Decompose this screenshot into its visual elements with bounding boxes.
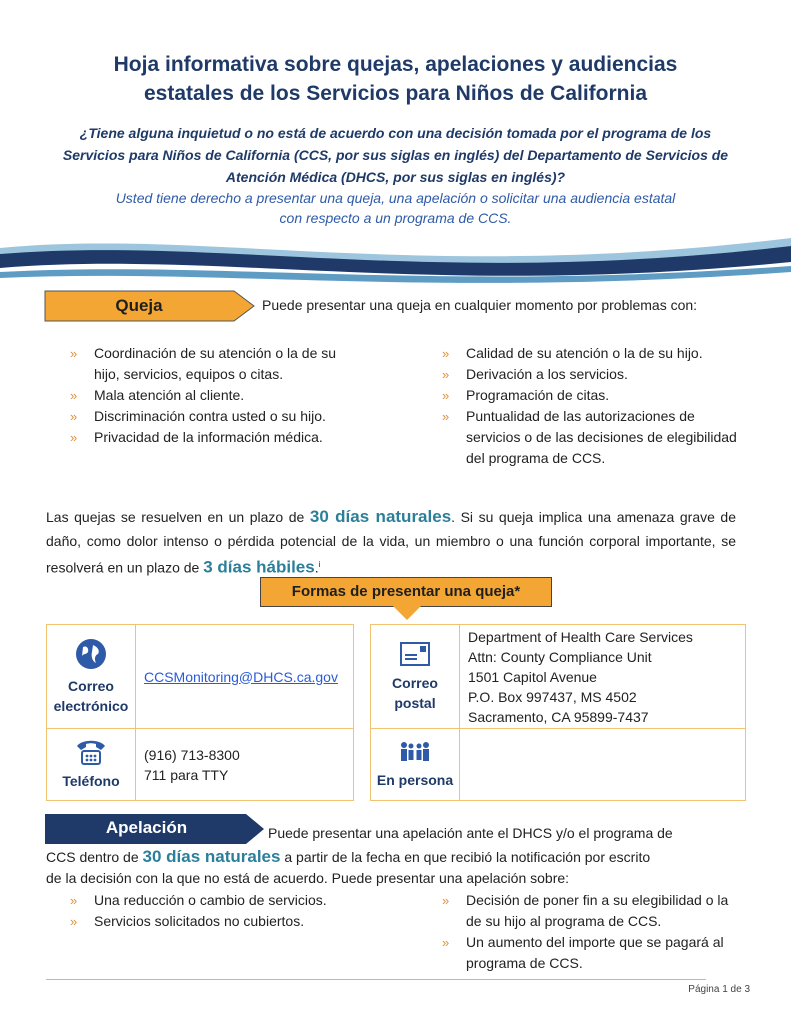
footer-divider bbox=[46, 979, 706, 980]
phone-number: (916) 713-8300 bbox=[144, 746, 240, 763]
rights-block bbox=[30, 188, 761, 228]
email-link[interactable]: CCSMonitoring@DHCS.ca.gov bbox=[144, 668, 338, 685]
list-item: » Mala atención al cliente. bbox=[70, 385, 360, 406]
queja-tag: Queja bbox=[115, 296, 163, 315]
in-person-label-cell: En persona bbox=[371, 729, 460, 801]
address-line: Department of Health Care Services bbox=[468, 629, 693, 645]
chevron-icon: » bbox=[442, 893, 450, 908]
list-item: » Discriminación contra usted o su hijo. bbox=[70, 406, 360, 427]
page-number: Página 1 de 3 bbox=[688, 984, 750, 995]
address-line: Attn: County Compliance Unit bbox=[468, 649, 652, 665]
wave-banner bbox=[0, 228, 791, 288]
address-line: Sacramento, CA 95899-7437 bbox=[468, 709, 649, 725]
address-line: 1501 Capitol Avenue bbox=[468, 669, 597, 685]
question-block bbox=[30, 122, 761, 188]
highlight-3-days: 3 días hábiles bbox=[203, 557, 315, 577]
list-item: » Coordinación de su atención o la de su hijo, servicios, equipos o citas. bbox=[70, 345, 337, 382]
globe-icon bbox=[74, 637, 108, 671]
list-item: » Decisión de poner fin a su elegibilidad o la de su hijo al programa de CCS. bbox=[442, 892, 729, 929]
chevron-icon: » bbox=[70, 346, 78, 361]
rights-line-1: Usted tiene derecho a presentar una queja, una apelación o solicitar una audiencia estatal bbox=[115, 190, 676, 206]
apelacion-tag: Apelación bbox=[105, 818, 188, 837]
apelacion-intro-line3: de la decisión con la que no está de acuerdo. Puede presentar una apelación sobre: bbox=[46, 870, 570, 886]
email-label-cell: Correo electrónico bbox=[47, 625, 136, 729]
chevron-icon: » bbox=[70, 409, 78, 424]
list-item: » Puntualidad de las autorizaciones de servicios o de las decisiones de elegibilidad del programa de CCS. bbox=[442, 408, 737, 466]
rights-line-2: con respecto a un programa de CCS. bbox=[279, 210, 512, 226]
chevron-icon: » bbox=[442, 388, 450, 403]
mail-address-cell bbox=[460, 625, 746, 729]
question-line-1: ¿Tiene alguna inquietud o no está de acuerdo con una decisión tomada por el programa de los bbox=[79, 125, 712, 141]
apelacion-right-list bbox=[442, 890, 742, 974]
contact-table-left bbox=[46, 624, 354, 801]
list-item: » Un aumento del importe que se pagará al programa de CCS. bbox=[442, 934, 724, 971]
title-line-2: estatales de los Servicios para Niños de California bbox=[143, 82, 648, 105]
tty-number: 711 para TTY bbox=[144, 766, 229, 783]
people-icon bbox=[398, 739, 432, 765]
highlight-30-days: 30 días naturales bbox=[309, 507, 452, 526]
contact-table-right bbox=[370, 624, 746, 801]
apelacion-left-list bbox=[70, 890, 370, 932]
email-value-cell bbox=[136, 625, 354, 729]
in-person-value-cell bbox=[460, 729, 746, 801]
list-item: » Derivación a los servicios. bbox=[442, 364, 742, 385]
chevron-icon: » bbox=[442, 346, 450, 361]
phone-label-cell: Teléfono bbox=[47, 729, 136, 801]
phone-value-cell bbox=[136, 729, 354, 801]
title-line-1: Hoja informativa sobre quejas, apelaciones y audiencias bbox=[113, 53, 678, 76]
chevron-icon: » bbox=[442, 367, 450, 382]
mail-label-cell: Correo postal bbox=[371, 625, 460, 729]
apelacion-intro-line1: Puede presentar una apelación ante el DHCS y/o el programa de bbox=[268, 825, 673, 841]
chevron-icon: » bbox=[442, 409, 450, 424]
chevron-icon: » bbox=[70, 388, 78, 403]
forms-heading: Formas de presentar una queja* bbox=[260, 577, 552, 607]
telephone-icon bbox=[74, 738, 108, 766]
resolution-paragraph: Las quejas se resuelven en un plazo de 30 días naturales. Si su queja implica una amenaza grave de daño, como dolor intenso o pérdida potencial de la vida, un miembro o una función corporal importante, se resolverá en un plazo de 3 días hábiles.$^i$ bbox=[46, 507, 737, 577]
list-item: » Servicios solicitados no cubiertos. bbox=[70, 911, 370, 932]
highlight-30-days-appeal: 30 días naturales bbox=[142, 847, 281, 866]
list-item: » Privacidad de la información médica. bbox=[70, 427, 360, 448]
chevron-icon: » bbox=[442, 935, 450, 950]
chevron-icon: » bbox=[70, 430, 78, 445]
question-line-3: Atención Médica (DHCS, por sus siglas en inglés)? bbox=[225, 169, 566, 185]
chevron-icon: » bbox=[70, 893, 78, 908]
queja-left-list bbox=[70, 343, 360, 448]
address-line: P.O. Box 997437, MS 4502 bbox=[468, 689, 637, 705]
envelope-icon bbox=[399, 640, 431, 668]
footnote-marker: i bbox=[318, 560, 321, 569]
list-item: » Calidad de su atención o la de su hijo. bbox=[442, 343, 742, 364]
queja-intro: Puede presentar una queja en cualquier momento por problemas con: bbox=[262, 297, 698, 313]
list-item: » Una reducción o cambio de servicios. bbox=[70, 890, 370, 911]
chevron-icon: » bbox=[70, 914, 78, 929]
queja-right-list bbox=[442, 343, 742, 469]
forms-arrow bbox=[393, 606, 421, 620]
question-line-2: Servicios para Niños de California (CCS, por sus siglas en inglés) del Departamento de Servicios de bbox=[62, 147, 729, 163]
document-title bbox=[0, 50, 791, 108]
apelacion-intro-line2: CCS dentro de 30 días naturales a partir de la fecha en que recibió la notificación por escrito bbox=[46, 847, 651, 866]
list-item: » Programación de citas. bbox=[442, 385, 742, 406]
